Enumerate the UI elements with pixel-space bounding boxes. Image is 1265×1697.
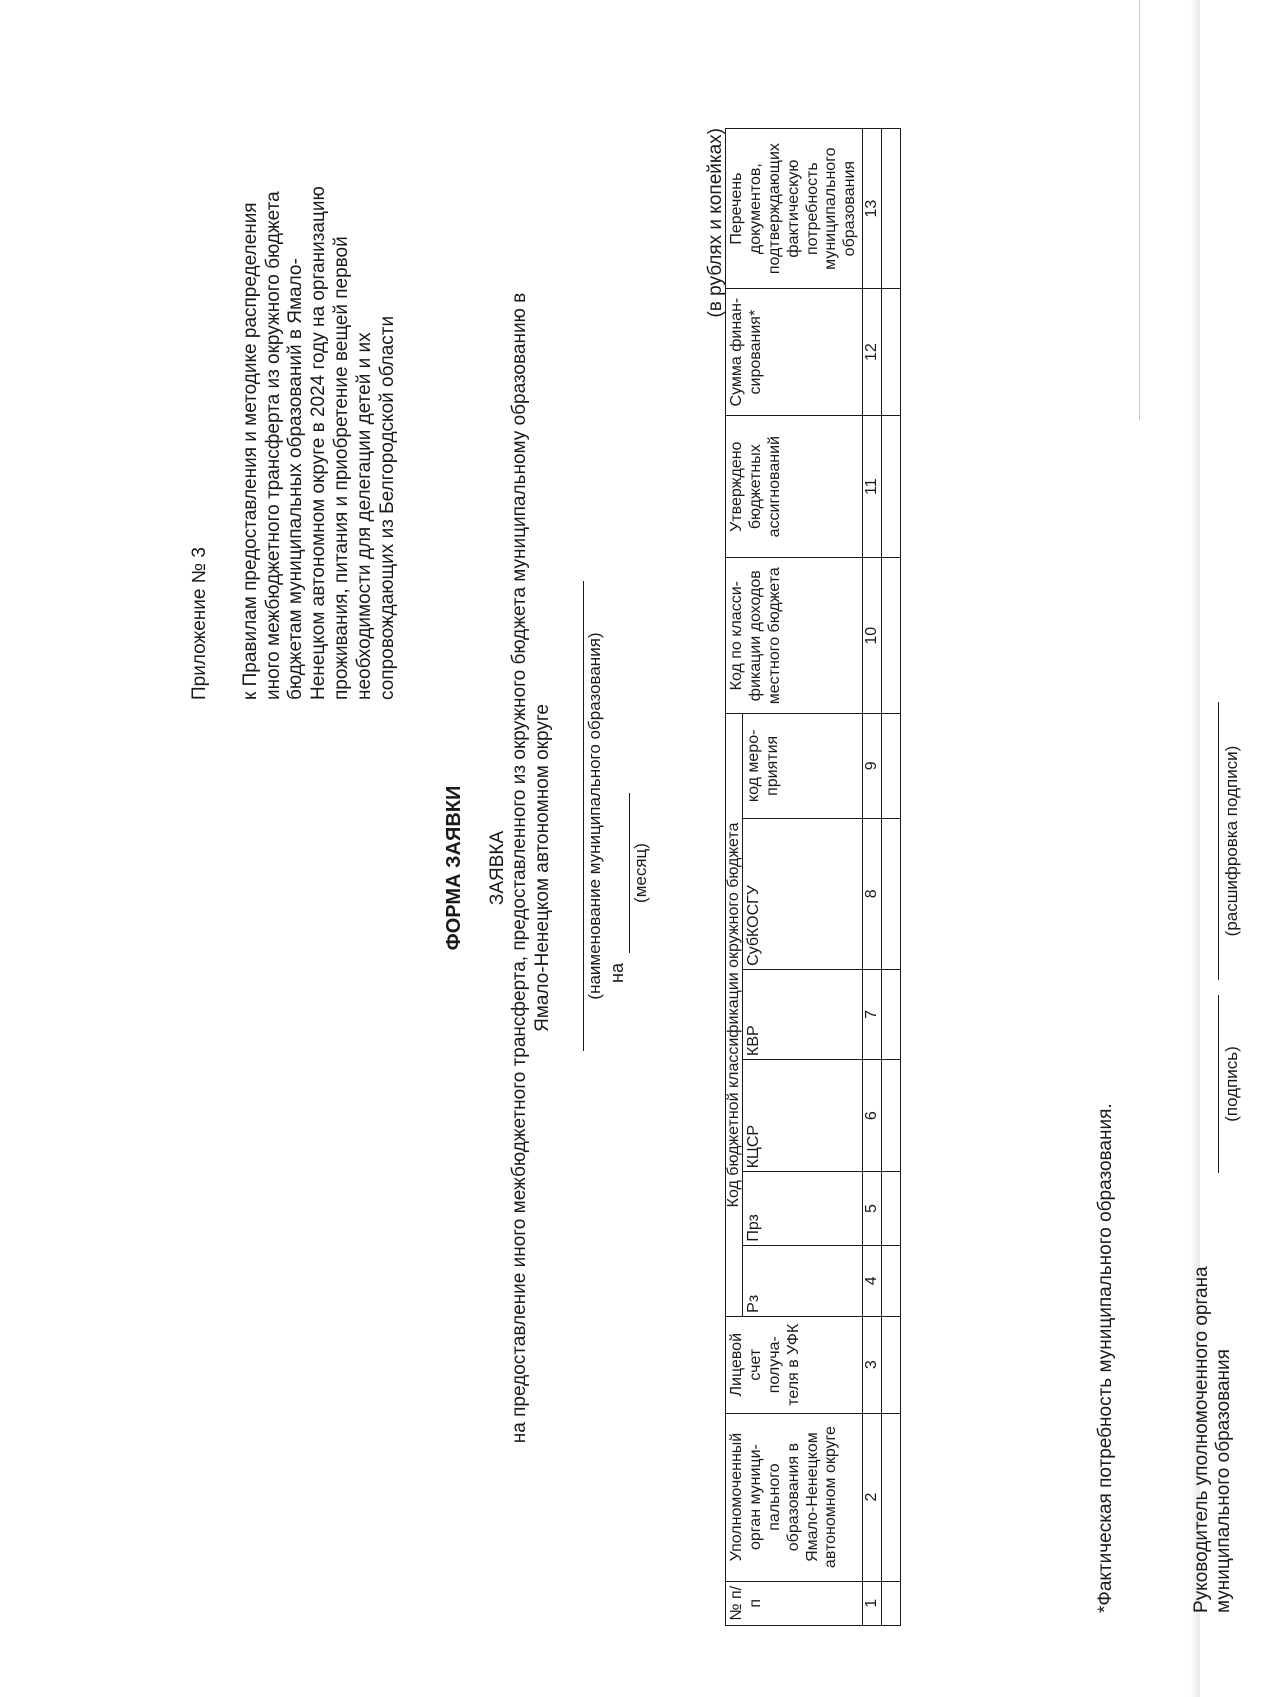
column-number: 11 bbox=[863, 416, 882, 558]
col-header-account: Лицевой счет получа-теля в УФК bbox=[726, 1316, 863, 1413]
column-number: 6 bbox=[863, 1059, 882, 1171]
request-description: на предоставление иного межбюджетного трансферта, предоставленного из окружного бюджета муниципальному образованию в Ямало-Ненецком автономном округе bbox=[509, 292, 553, 1444]
col-group-budget-code: Код бюджетной классификации окружного бюджета bbox=[726, 714, 743, 1317]
table-cell[interactable] bbox=[882, 1316, 901, 1413]
table-header-row bbox=[726, 129, 743, 1626]
request-word: ЗАЯВКА bbox=[487, 830, 508, 906]
currency-note: (в рублях и копейках) bbox=[705, 128, 726, 318]
table-cell[interactable] bbox=[882, 558, 901, 714]
transcript-line bbox=[1218, 702, 1219, 980]
column-number: 12 bbox=[863, 289, 882, 416]
footnote: *Фактическая потребность муниципального образования. bbox=[1095, 1103, 1116, 1613]
table-cell[interactable] bbox=[882, 416, 901, 558]
column-number: 1 bbox=[863, 1581, 882, 1625]
appendix-block bbox=[189, 180, 399, 700]
table-cell[interactable] bbox=[882, 1413, 901, 1581]
table-cell[interactable] bbox=[882, 714, 901, 819]
col-header-event-code: код меро-приятия bbox=[743, 714, 863, 819]
column-number: 2 bbox=[863, 1413, 882, 1581]
municipality-name-line bbox=[583, 581, 584, 1051]
column-numbers-row bbox=[863, 129, 882, 1626]
col-header-financing: Сумма финан-сирования* bbox=[726, 289, 863, 416]
appendix-text: к Правилам предоставления и методике распределения иного межбюджетного трансферта из окружного бюджета бюджетам муниципальных образований в Ямало-Ненецком автономном округе в 2024 году на организацию проживания, питания и приобретение вещей первой необходимости для делегации детей и их сопровождающих из Белгородской области bbox=[239, 186, 398, 700]
column-number: 4 bbox=[863, 1245, 882, 1316]
table-cell[interactable] bbox=[882, 289, 901, 416]
document-page bbox=[175, 98, 1265, 1638]
column-number: 3 bbox=[863, 1316, 882, 1413]
transcript-caption: (расшифровка подписи) bbox=[1222, 745, 1241, 937]
column-number: 5 bbox=[863, 1172, 882, 1245]
month-caption: (месяц) bbox=[631, 843, 650, 903]
table-row bbox=[882, 129, 901, 1626]
column-number: 8 bbox=[863, 818, 882, 969]
table-cell[interactable] bbox=[882, 818, 901, 969]
on-label: на bbox=[607, 963, 627, 983]
col-header-prz: Прз bbox=[743, 1172, 863, 1245]
column-number: 13 bbox=[863, 129, 882, 289]
table-cell[interactable] bbox=[882, 1581, 901, 1625]
col-header-no: № п/п bbox=[726, 1581, 863, 1625]
month-line bbox=[629, 793, 630, 953]
column-number: 10 bbox=[863, 558, 882, 714]
appendix-number: Приложение № 3 bbox=[189, 547, 210, 700]
col-header-subkosgu: СубКОСГУ bbox=[743, 818, 863, 969]
column-number: 9 bbox=[863, 714, 882, 819]
head-title: Руководитель уполномоченного органа муниципального образования bbox=[1191, 1266, 1235, 1613]
table-cell[interactable] bbox=[882, 1245, 901, 1316]
col-header-authority: Уполномоченный орган муници-пального образования в Ямало-Ненецком автономном округе bbox=[726, 1413, 863, 1581]
signature-line bbox=[1218, 995, 1219, 1173]
table-cell[interactable] bbox=[882, 1172, 901, 1245]
col-header-rz: Рз bbox=[743, 1245, 863, 1316]
table-cell[interactable] bbox=[882, 1059, 901, 1171]
signature-caption: (подпись) bbox=[1222, 1046, 1241, 1122]
col-header-income-code: Код по класси-фикации доходов местного бюджета bbox=[726, 558, 863, 714]
column-number: 7 bbox=[863, 969, 882, 1059]
form-title: ФОРМА ЗАЯВКИ bbox=[443, 785, 465, 951]
col-header-kcsr: КЦСР bbox=[743, 1059, 863, 1171]
col-header-approved: Утверждено бюджетных ассигнований bbox=[726, 416, 863, 558]
request-table bbox=[725, 128, 901, 1626]
col-header-documents: Перечень документов, подтверждающих фактическую потребность муниципального образования bbox=[726, 129, 863, 289]
table-cell[interactable] bbox=[882, 969, 901, 1059]
col-header-kvr: КВР bbox=[743, 969, 863, 1059]
table-cell[interactable] bbox=[882, 129, 901, 289]
municipality-name-caption: (наименование муниципального образования) bbox=[585, 632, 604, 1000]
